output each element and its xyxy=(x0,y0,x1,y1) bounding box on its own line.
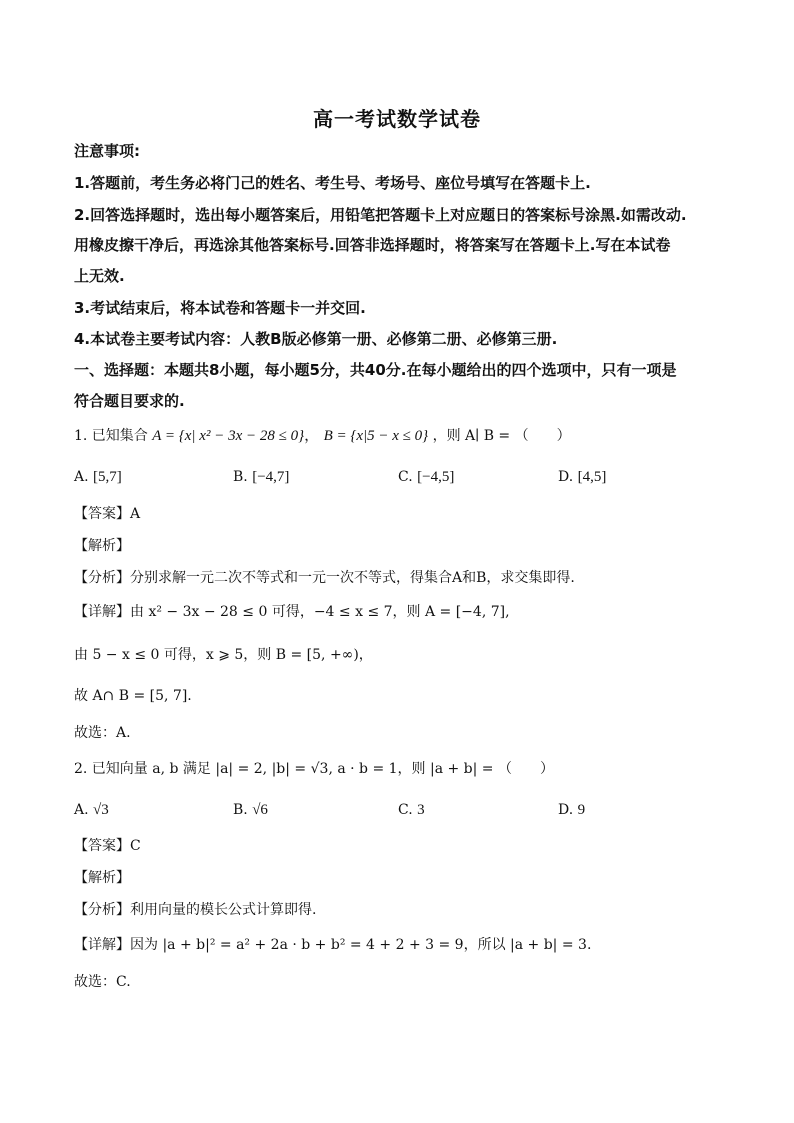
answer-label: 【答案】 xyxy=(74,838,130,854)
notice-item: 1.答题前，考生务必将门己的姓名、考生号、考场号、座位号填写在答题卡上. xyxy=(74,174,591,192)
q1-stem-suffix: ，则 A∣ B = （ ） xyxy=(432,428,571,444)
notice-item: 2.回答选择题时，选出每小题答案后，用铅笔把答题卡上对应题日的答案标号涂黑.如需改动. xyxy=(74,206,687,224)
q1-stem-prefix: 1. 已知集合 xyxy=(74,428,148,444)
q1-fenxi: 【分析】分别求解一元二次不等式和一元一次不等式，得集合A和B，求交集即得. xyxy=(74,570,575,586)
q2-option-d: D. 9 xyxy=(558,802,586,818)
q2-choose: 故选：C. xyxy=(74,974,131,990)
q1-answer: 【答案】A xyxy=(74,506,141,522)
q1-option-a: A. [5,7] xyxy=(74,469,122,485)
answer-label: 【答案】 xyxy=(74,506,130,522)
q2-fenxi: 【分析】利用向量的模长公式计算即得. xyxy=(74,902,317,918)
q1-set-b: B = {x|5 − x ≤ 0} xyxy=(323,428,429,444)
notice-item: 用橡皮擦干净后，再选涂其他答案标号.回答非选择题时，将答案写在答题卡上.写在本试卷 xyxy=(74,236,671,254)
q1-set-a: A = {x| x² − 3x − 28 ≤ 0} xyxy=(152,428,305,444)
notice-item: 4.本试卷主要考试内容：人教B版必修第一册、必修第二册、必修第三册. xyxy=(74,330,558,348)
q1-choose: 故选：A. xyxy=(74,725,131,741)
q1-option-b: B. [−4,7] xyxy=(233,469,290,485)
q1-option-d: D. [4,5] xyxy=(558,469,607,485)
q1-stem: 1. 已知集合 A = {x| x² − 3x − 28 ≤ 0}， B = {x|5 − x ≤ 0} ，则 A∣ B = （ ） xyxy=(74,428,571,444)
q1-detail-3: 故 A∩ B = [5, 7]. xyxy=(74,688,192,704)
notice-item: 3.考试结束后，将本试卷和答题卡一并交回. xyxy=(74,299,366,317)
q2-answer: 【答案】C xyxy=(74,838,141,854)
q2-analysis-label: 【解析】 xyxy=(74,870,130,886)
notice-item: 上无效. xyxy=(74,267,125,285)
q2-option-b: B. √6 xyxy=(233,802,268,818)
q2-option-a: A. √3 xyxy=(74,802,109,818)
section-heading: 一、选择题：本题共8小题，每小题5分，共40分.在每小题给出的四个选项中，只有一项是 xyxy=(74,361,677,379)
q1-analysis-label: 【解析】 xyxy=(74,538,130,554)
q1-option-c: C. [−4,5] xyxy=(398,469,455,485)
page-title: 高一考试数学试卷 xyxy=(313,107,481,131)
q1-detail: 【详解】由 x² − 3x − 28 ≤ 0 可得，−4 ≤ x ≤ 7，则 A = [−4, 7], xyxy=(74,604,510,620)
q2-detail: 【详解】因为 |a + b|² = a² + 2a · b + b² = 4 + 2 + 3 = 9，所以 |a + b| = 3. xyxy=(74,937,592,953)
q1-detail-2: 由 5 − x ≤ 0 可得，x ⩾ 5，则 B = [5, +∞)， xyxy=(74,647,373,663)
q2-option-c: C. 3 xyxy=(398,802,425,818)
q2-stem: 2. 已知向量 a, b 满足 |a| = 2, |b| = √3, a · b = 1，则 |a + b| = （ ） xyxy=(74,761,554,777)
section-heading-cont: 符合题目要求的. xyxy=(74,392,185,410)
notice-heading: 注意事项: xyxy=(74,142,140,160)
